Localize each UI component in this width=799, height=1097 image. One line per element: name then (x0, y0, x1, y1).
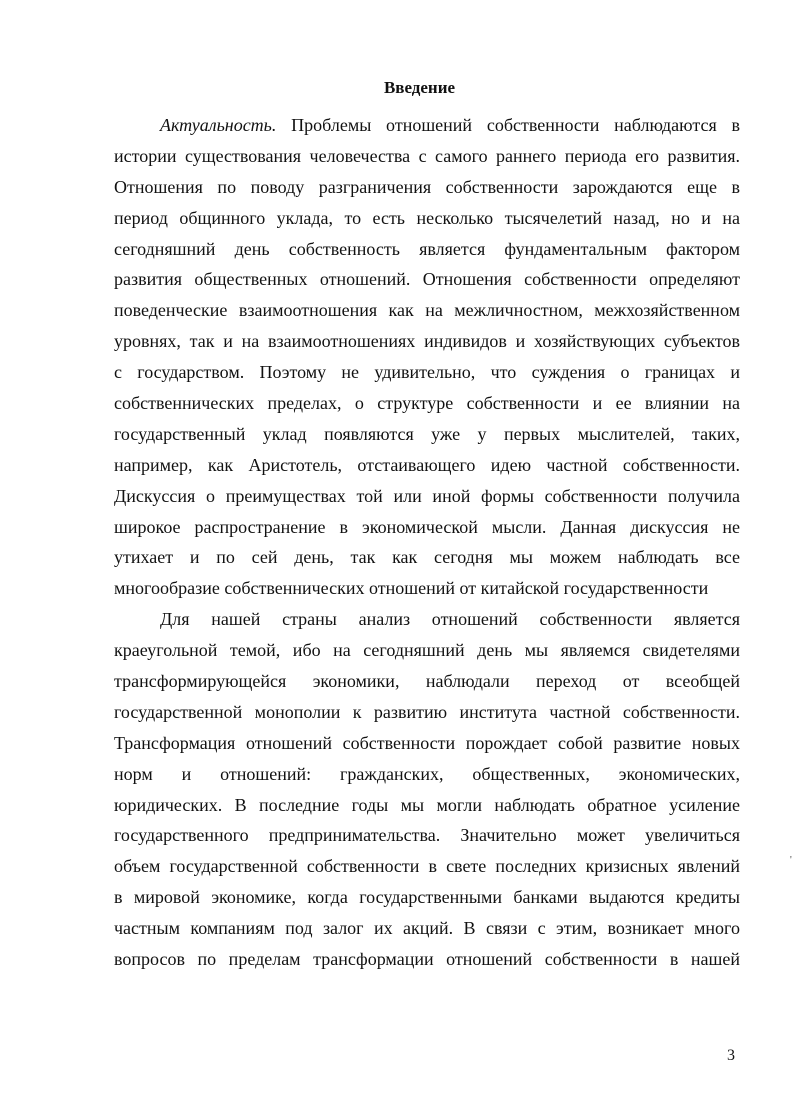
margin-mark: ' (790, 855, 792, 866)
paragraph-1-line: уровнях, так и на взаимоотношениях индивидов и хозяйствующих субъектов (114, 331, 740, 352)
paragraph-2-line: объем государственной собственности в свете последних кризисных явлений (114, 856, 740, 877)
paragraph-1-line: сегодняшний день собственность является фундаментальным фактором (114, 238, 740, 259)
paragraph-1-line: Отношения по поводу разграничения собственности зарождаются еще в (114, 176, 740, 197)
paragraph-1-line: например, как Аристотель, отстаивающего идею частной собственности. (114, 454, 740, 475)
paragraph-2-line: норм и отношений: гражданских, общественных, экономических, (114, 763, 740, 784)
lead-rest: Проблемы отношений собственности наблюдаются в (276, 115, 740, 135)
paragraph-1-line: период общинного уклада, то есть несколько тысячелетий назад, но и на (114, 207, 740, 228)
paragraph-2-line: трансформирующейся экономики, наблюдали переход от всеобщей (114, 671, 740, 692)
paragraph-2-line: вопросов по пределам трансформации отношений собственности в нашей (114, 949, 740, 970)
paragraph-2-line: государственного предпринимательства. Значительно может увеличиться (114, 825, 740, 846)
paragraph-2-line: юридических. В последние годы мы могли наблюдать обратное усиление (114, 794, 740, 815)
paragraph-1-line: поведенческие взаимоотношения как на межличностном, межхозяйственном (114, 300, 740, 321)
paragraph-2-line: краеугольной темой, ибо на сегодняшний день мы являемся свидетелями (114, 640, 740, 661)
paragraph-1-line: истории существования человечества с самого раннего периода его развития. (114, 145, 740, 166)
lead-italic: Актуальность. (160, 115, 277, 135)
paragraph-2-line: государственной монополии к развитию института частной собственности. (114, 701, 740, 722)
paragraph-1-line: Дискуссия о преимуществах той или иной формы собственности получила (114, 485, 740, 506)
paragraph-1-line: широкое распространение в экономической мысли. Данная дискуссия не (114, 516, 740, 537)
page-number: 3 (727, 1047, 735, 1064)
paragraph-1-line-1 (114, 110, 740, 141)
paragraph-1-line: развития общественных отношений. Отношения собственности определяют (114, 269, 740, 290)
paragraph-2-line: Трансформация отношений собственности порождает собой развитие новых (114, 732, 740, 753)
paragraph-1-line: собственнических пределах, о структуре собственности и ее влиянии на (114, 393, 740, 414)
paragraph-1-line: государственный уклад появляются уже у первых мыслителей, таких, (114, 423, 740, 444)
paragraph-1-line: многообразие собственнических отношений от китайской государственности (114, 578, 709, 599)
body-text (114, 110, 740, 975)
paragraph-1-line: с государством. Поэтому не удивительно, что суждения о границах и (114, 362, 740, 383)
paragraph-2-line: Для нашей страны анализ отношений собственности является (160, 609, 740, 630)
paragraph-1-line: утихает и по сей день, так как сегодня мы можем наблюдать все (114, 547, 740, 568)
paragraph-2-line: частным компаниям под залог их акций. В связи с этим, возникает много (114, 918, 740, 939)
paragraph-2-line: в мировой экономике, когда государственными банками выдаются кредиты (114, 887, 740, 908)
page-title: Введение (383, 78, 456, 97)
